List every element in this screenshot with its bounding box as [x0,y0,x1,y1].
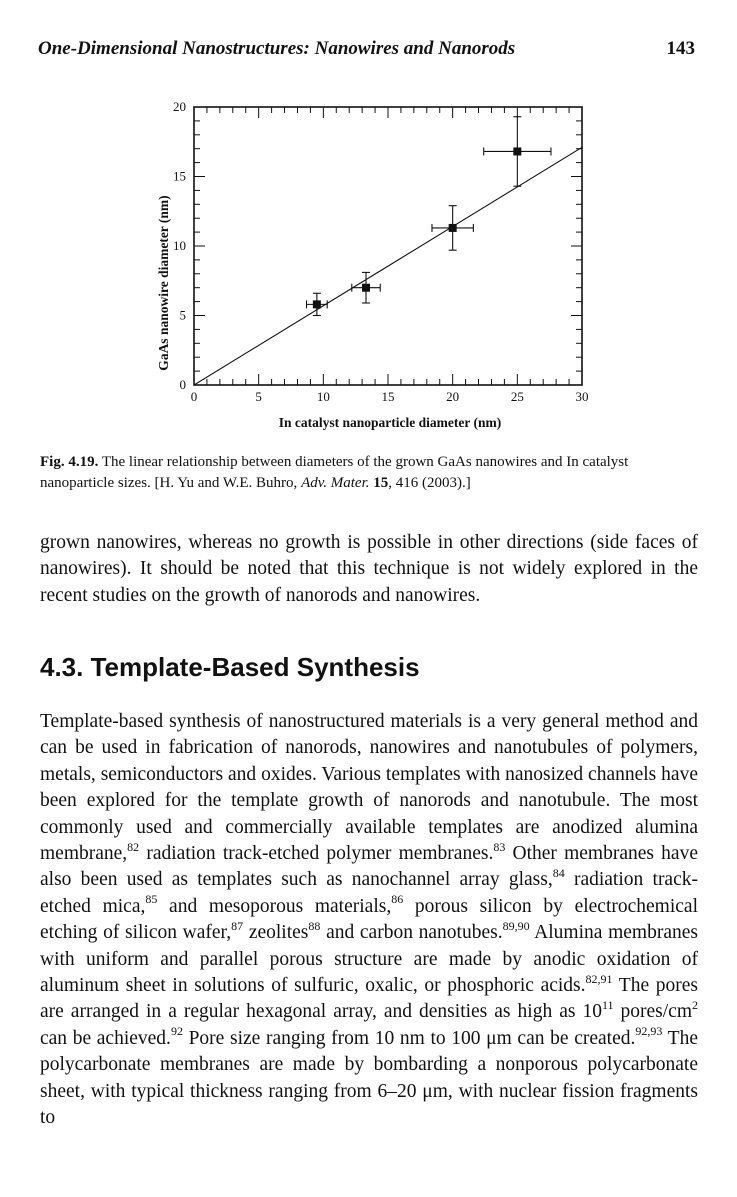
text-run: pores/cm [613,1001,692,1023]
y-tick-label: 0 [179,377,186,392]
reference-84: 84 [552,865,565,880]
y-tick-label: 20 [173,99,186,114]
paragraph-continuation: grown nanowires, whereas no growth is possible in other directions (side faces of nanowires). It should be noted that this technique is not widely explored in the recent studies on the growth of nanorods and nanowires. [40,532,698,606]
x-tick-label: 30 [575,389,589,404]
text-run: Other membranes have also been used as templates such as nanochannel array glass, [40,843,698,891]
x-tick-label: 0 [190,389,198,404]
section-heading: 4.3. Template-Based Synthesis [40,652,420,682]
x-tick-label: 15 [381,389,395,404]
page-number: 143 [666,38,695,59]
fit-line [194,147,582,385]
figure-caption [40,452,700,494]
data-point [513,147,521,155]
text-run: The polycarbonate membranes are made by bombarding a nonporous polycarbonate sheet, with typical thickness ranging from 6–20 μm, with nuclear fission fragments to [40,1027,698,1129]
reference-89-90: 89,90 [502,918,530,933]
exponent-2: 2 [692,997,698,1012]
paragraph-template-synthesis [40,709,698,1132]
text-run: radiation track-etched polymer membranes. [139,843,494,865]
x-tick-label: 10 [316,389,330,404]
running-title: One-Dimensional Nanostructures: Nanowires and Nanorods [38,38,516,59]
y-tick-label: 15 [173,168,186,184]
x-tick-label: 20 [446,389,460,404]
x-tick-label: 5 [255,389,262,404]
x-axis-label: In catalyst nanoparticle diameter (nm) [278,415,502,430]
x-tick-label: 25 [510,389,524,404]
text-run: The pores are arranged in a regular hexagonal array, and densities as high as 10 [40,975,698,1023]
text-run: Template-based synthesis of nanostructured materials is a very general method and can be used in fabrication of nanorods, nanowires and nanotubules of polymers, metals, semiconductors and oxides. Various templates with nanosized channels have been explored for the template growth of nanorods and nanotubule. The most commonly used and commercially available templates are anodized alumina membrane, [40,711,698,865]
reference-92: 92 [170,1024,183,1039]
text-run: and mesoporous materials, [157,895,392,917]
data-point [449,224,457,232]
reference-83: 83 [493,839,506,854]
reference-87: 87 [231,918,244,933]
text-run: Pore size ranging from 10 nm to 100 μm can be created. [182,1027,636,1049]
caption-volume: 15 [373,475,389,491]
caption-tail: , 416 (2003).] [388,475,471,491]
caption-label: Fig. 4.19. [40,454,99,470]
y-axis-label: GaAs nanowire diameter (nm) [156,195,171,371]
reference-82-91: 82,91 [585,971,613,986]
text-run: and carbon nanotubes. [320,922,503,944]
running-header [38,38,695,66]
data-point [362,284,370,292]
reference-88: 88 [308,918,321,933]
text-run: radiation track-etched mica, [40,869,698,917]
y-tick-label: 10 [173,238,186,253]
figure-4-19 [140,95,600,435]
y-tick-label: 5 [179,307,186,323]
exponent-11: 11 [601,997,614,1012]
reference-82: 82 [127,839,140,854]
text-run: Alumina membranes with uniform and parallel porous structure are made by anodic oxidation of aluminum sheet in solutions of sulfuric, oxalic, or phosphoric acids. [40,922,698,997]
reference-86: 86 [391,892,404,907]
plot-frame [194,107,582,385]
scatter-chart [140,95,600,415]
reference-92-93: 92,93 [635,1024,663,1039]
reference-85: 85 [145,892,158,907]
text-run: zeolites [243,922,309,944]
text-run: porous silicon by electrochemical etching of silicon wafer, [40,895,698,944]
caption-text: The linear relationship between diameters of the grown GaAs nanowires and In catalyst nanoparticle sizes. [H. Yu and W.E. Buhro, [40,454,629,491]
text-run: can be achieved. [40,1027,171,1049]
data-point [313,300,321,308]
caption-journal: Adv. Mater. [301,475,370,491]
